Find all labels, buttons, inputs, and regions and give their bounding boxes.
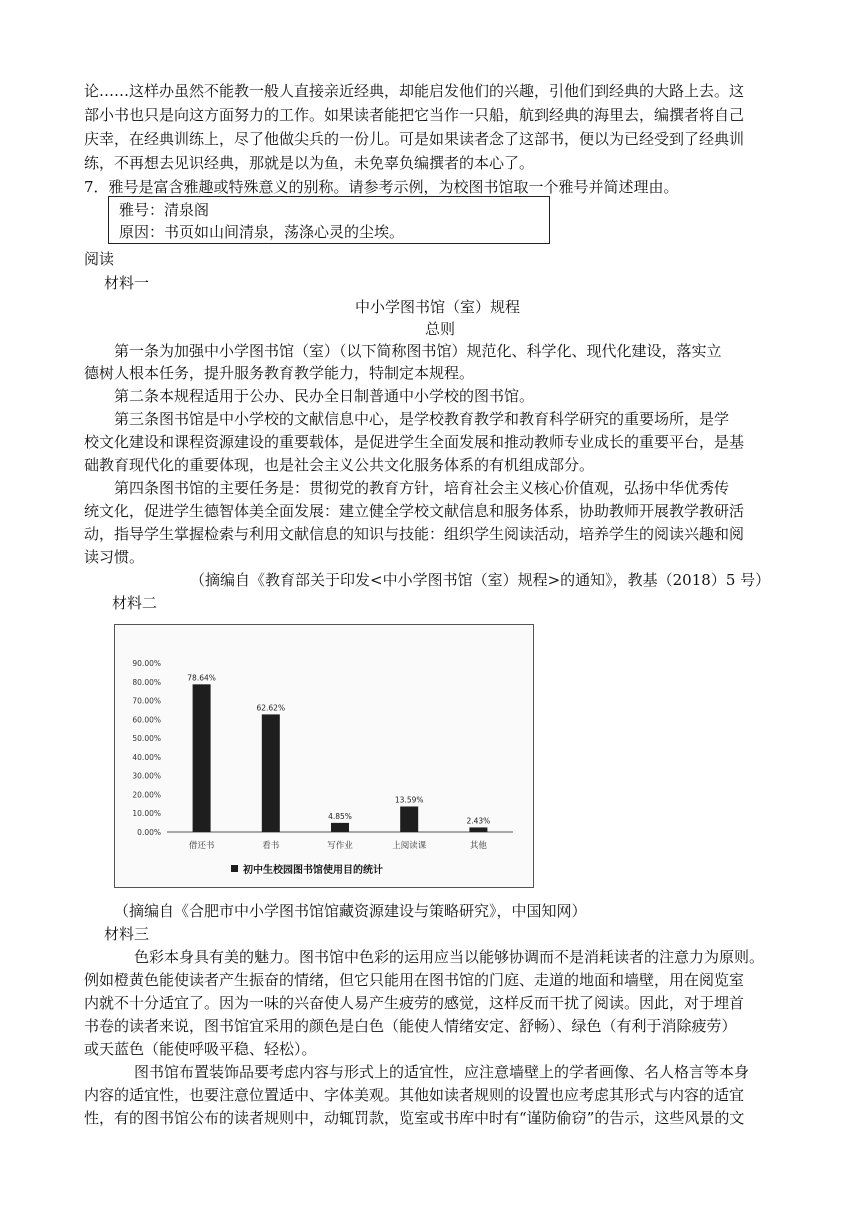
y-tick-label: 0.00% <box>137 828 161 837</box>
data-label: 78.64% <box>187 673 216 683</box>
material3-label: 材料三 <box>104 925 150 943</box>
text-line: 性，有的图书馆公布的读者规则中，动辄罚款，览室或书库中时有“谨防偷窃”的告示，这些风景的文 <box>84 1109 745 1127</box>
x-tick-label: 借还书 <box>188 841 215 851</box>
x-tick-label: 写作业 <box>327 841 353 851</box>
bar <box>193 684 211 832</box>
bar <box>331 823 349 832</box>
x-tick-label: 看书 <box>262 841 280 851</box>
material1-title: 中小学图书馆（室）规程 <box>355 298 521 316</box>
data-label: 13.59% <box>394 795 424 805</box>
text-line: 或天蓝色（能使呼吸平稳、轻松）。 <box>84 1040 317 1058</box>
read-label: 阅读 <box>84 250 115 268</box>
text-line: 础教育现代化的重要体现，也是社会主义公共文化服务体系的有机组成部分。 <box>84 456 595 474</box>
question-7: 7．雅号是富含雅趣或特殊意义的别称。请参考示例，为校图书馆取一个雅号并简述理由。 <box>84 178 679 196</box>
material1-label: 材料一 <box>104 274 150 292</box>
x-tick-label: 其他 <box>469 841 487 851</box>
y-tick-label: 10.00% <box>132 809 161 819</box>
y-tick-label: 50.00% <box>132 734 161 744</box>
text-line: 第一条为加强中小学图书馆（室）（以下简称图书馆）规范化、科学化、现代化建设，落实立 <box>114 342 722 360</box>
text-line: 统文化，促进学生德智体美全面发展：建立健全学校文献信息和服务体系，协助教师开展教学教研活 <box>84 502 745 520</box>
y-tick-label: 20.00% <box>132 790 161 800</box>
text-line: 第四条图书馆的主要任务是：贯彻党的教育方针，培育社会主义核心价值观，弘扬中华优秀传 <box>114 479 730 497</box>
chart-panel <box>114 624 534 888</box>
y-tick-label: 30.00% <box>132 771 161 781</box>
text-line: 图书馆布置装饰品要考虑内容与形式上的适宜性，应注意墙壁上的学者画像、名人格言等本身 <box>134 1063 750 1081</box>
x-tick-label: 上阅读课 <box>392 841 427 851</box>
text-line: 书卷的读者来说，图书馆宜采用的颜色是白色（能使人情绪安定、舒畅）、绿色（有利于消除疲劳） <box>84 1017 737 1035</box>
text-line: 德树人根本任务，提升服务教育教学能力，特制定本规程。 <box>84 364 475 382</box>
example-line-1: 雅号：清泉阁 <box>119 201 210 219</box>
text-line: 庆幸，在经典训练上，尽了他做尖兵的一份儿。可是如果读者念了这部书，便以为已经受到了经典训 <box>84 130 745 148</box>
data-label: 2.43% <box>466 816 491 826</box>
text-line: 校文化建设和课程资源建设的重要载体，是促进学生全面发展和推动教师专业成长的重要平台，是基 <box>84 433 745 451</box>
bar <box>469 827 487 832</box>
text-line: 色彩本身具有美的魅力。图书馆中色彩的运用应当以能够协调而不是消耗读者的注意力为原则。 <box>134 948 765 966</box>
y-tick-label: 70.00% <box>132 696 161 706</box>
y-tick-label: 40.00% <box>132 752 161 762</box>
material2-label: 材料二 <box>112 594 158 612</box>
text-line: 第三条图书馆是中小学校的文献信息中心，是学校教育教学和教育科学研究的重要场所，是学 <box>114 410 730 428</box>
text-line: 内就不十分适宜了。因为一味的兴奋使人易产生疲劳的感觉，这样反而干扰了阅读。因此，对于埋首 <box>84 994 745 1012</box>
text-line: 读习惯。 <box>84 548 145 566</box>
data-label: 62.62% <box>256 703 286 713</box>
text-line: 内容的适宜性，也要注意位置适中、字体美观。其他如读者规则的设置也应考虑其形式与内容的适宜 <box>84 1086 745 1104</box>
data-label: 4.85% <box>328 811 352 821</box>
text-line: 第二条本规程适用于公办、民办全日制普通中小学校的图书馆。 <box>114 387 535 405</box>
text-line: 动，指导学生掌握检索与利用文献信息的知识与技能：组织学生阅读活动，培养学生的阅读兴趣和阅 <box>84 525 745 543</box>
bar <box>262 714 280 832</box>
material1-subtitle: 总则 <box>425 320 456 338</box>
example-line-2: 原因：书页如山间清泉，荡涤心灵的尘埃。 <box>119 223 405 241</box>
bar <box>400 806 418 832</box>
bar-chart <box>115 625 533 887</box>
material2-source: （摘编自《合肥市中小学图书馆馆藏资源建设与策略研究》，中国知网） <box>114 902 587 920</box>
text-line: 部小书也只是向这方面努力的工作。如果读者能把它当作一只船，航到经典的海里去，编撰者将自己 <box>84 106 745 124</box>
legend-swatch <box>231 865 238 872</box>
y-tick-label: 90.00% <box>132 659 161 668</box>
legend-label: 初中生校园图书馆使用目的统计 <box>243 865 383 876</box>
text-line: 例如橙黄色能使读者产生振奋的情绪，但它只能用在图书馆的门庭、走道的地面和墙壁，用在阅览室 <box>84 971 745 989</box>
material1-source: （摘编自《教育部关于印发<中小学图书馆（室）规程>的通知》，教基（2018）5 号） <box>190 571 771 589</box>
y-tick-label: 80.00% <box>132 677 161 687</box>
text-line: 练，不再想去见识经典，那就是以为鱼，未免辜负编撰者的本心了。 <box>84 154 535 172</box>
example-box <box>108 196 550 244</box>
text-line: 论……这样办虽然不能教一般人直接亲近经典，却能启发他们的兴趣，引他们到经典的大路上去。这 <box>84 82 745 100</box>
y-tick-label: 60.00% <box>132 715 161 725</box>
